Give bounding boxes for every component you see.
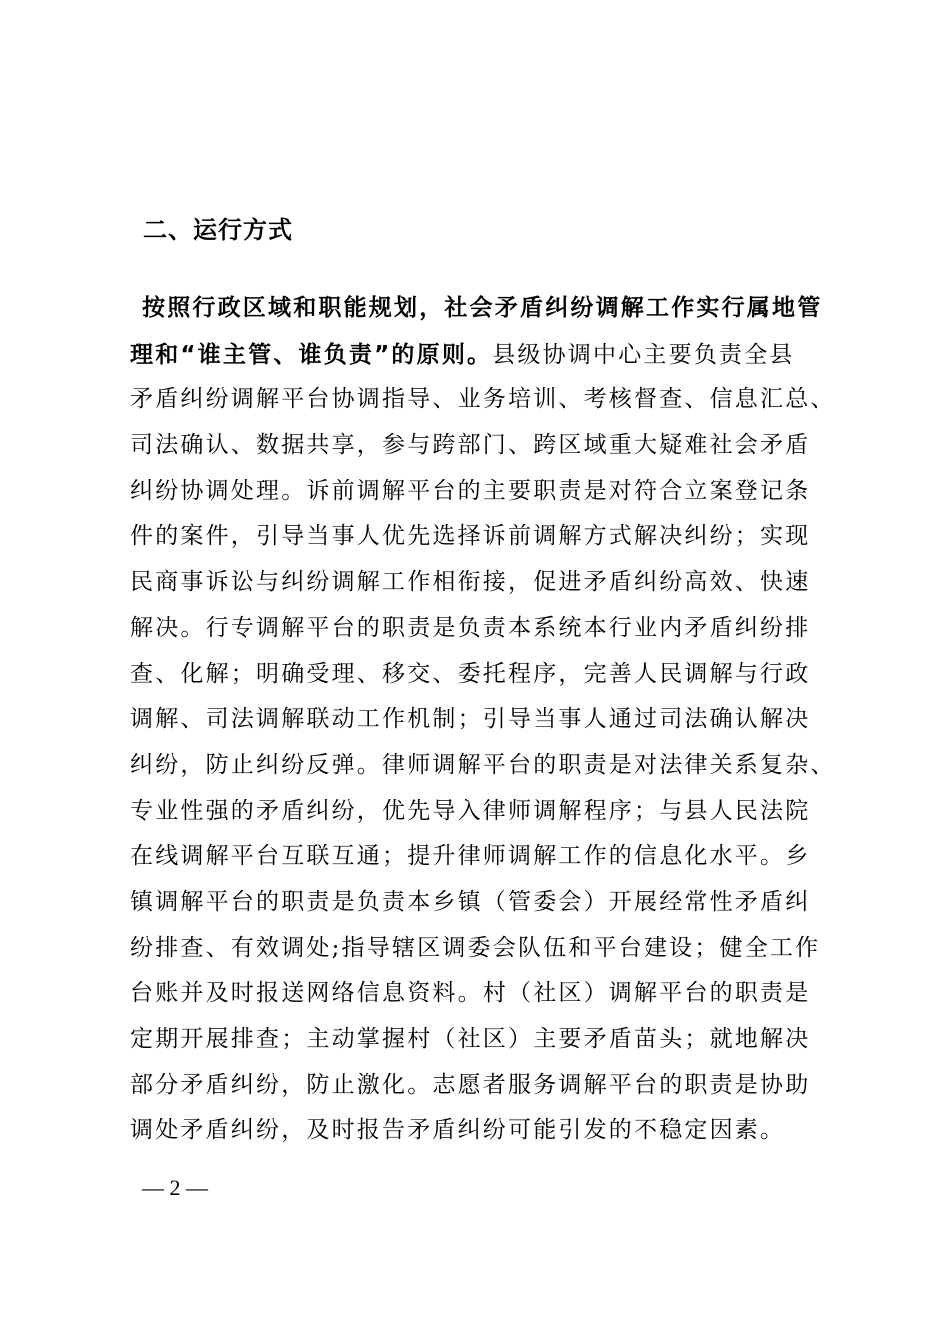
paragraph-line-serif-part: 县级协调中心主要负责全县 — [492, 341, 795, 368]
paragraph-line: 查、化解；明确受理、移交、委托程序，完善人民调解与行政 — [130, 660, 811, 687]
paragraph-line: 在线调解平台互联互通；提升律师调解工作的信息化水平。乡 — [130, 843, 811, 870]
paragraph-line: 纠纷，防止纠纷反弹。律师调解平台的职责是对法律关系复杂、 — [130, 751, 836, 778]
paragraph-line: 镇调解平台的职责是负责本乡镇（管委会）开展经常性矛盾纠 — [130, 888, 811, 915]
page-number: — 2 — — [142, 1175, 208, 1200]
paragraph-line: 调处矛盾纠纷，及时报告矛盾纠纷可能引发的不稳定因素。 — [130, 1117, 786, 1144]
paragraph-line: 台账并及时报送网络信息资料。村（社区）调解平台的职责是 — [130, 980, 811, 1007]
paragraph-line: 解决。行专调解平台的职责是负责本系统本行业内矛盾纠纷排 — [130, 614, 811, 641]
paragraph-line: 民商事诉讼与纠纷调解工作相衔接，促进矛盾纠纷高效、快速 — [130, 569, 811, 596]
paragraph-line: 件的案件，引导当事人优先选择诉前调解方式解决纠纷；实现 — [130, 523, 811, 550]
body-paragraph — [130, 286, 860, 1154]
paragraph-line-bold-part: 理和“谁主管、谁负责”的原则。 — [130, 341, 493, 368]
section-heading: 二、运行方式 — [143, 216, 293, 244]
paragraph-line: 司法确认、数据共享，参与跨部门、跨区域重大疑难社会矛盾 — [130, 432, 811, 459]
paragraph-line: 调解、司法调解联动工作机制；引导当事人通过司法确认解决 — [130, 706, 811, 733]
paragraph-line: 纠纷协调处理。诉前调解平台的主要职责是对符合立案登记条 — [130, 477, 811, 504]
paragraph-line: 纷排查、有效调处;指导辖区调委会队伍和平台建设；健全工作 — [130, 934, 821, 961]
paragraph-line: 定期开展排查；主动掌握村（社区）主要矛盾苗头；就地解决 — [130, 1026, 811, 1052]
paragraph-line: 矛盾纠纷调解平台协调指导、业务培训、考核督查、信息汇总、 — [130, 386, 836, 413]
paragraph-line: 专业性强的矛盾纠纷，优先导入律师调解程序；与县人民法院 — [130, 797, 811, 824]
paragraph-line: 部分矛盾纠纷，防止激化。志愿者服务调解平台的职责是协助 — [130, 1071, 811, 1098]
paragraph-line-mixed — [130, 332, 860, 378]
paragraph-line: 按照行政区域和职能规划，社会矛盾纠纷调解工作实行属地管 — [142, 295, 823, 321]
